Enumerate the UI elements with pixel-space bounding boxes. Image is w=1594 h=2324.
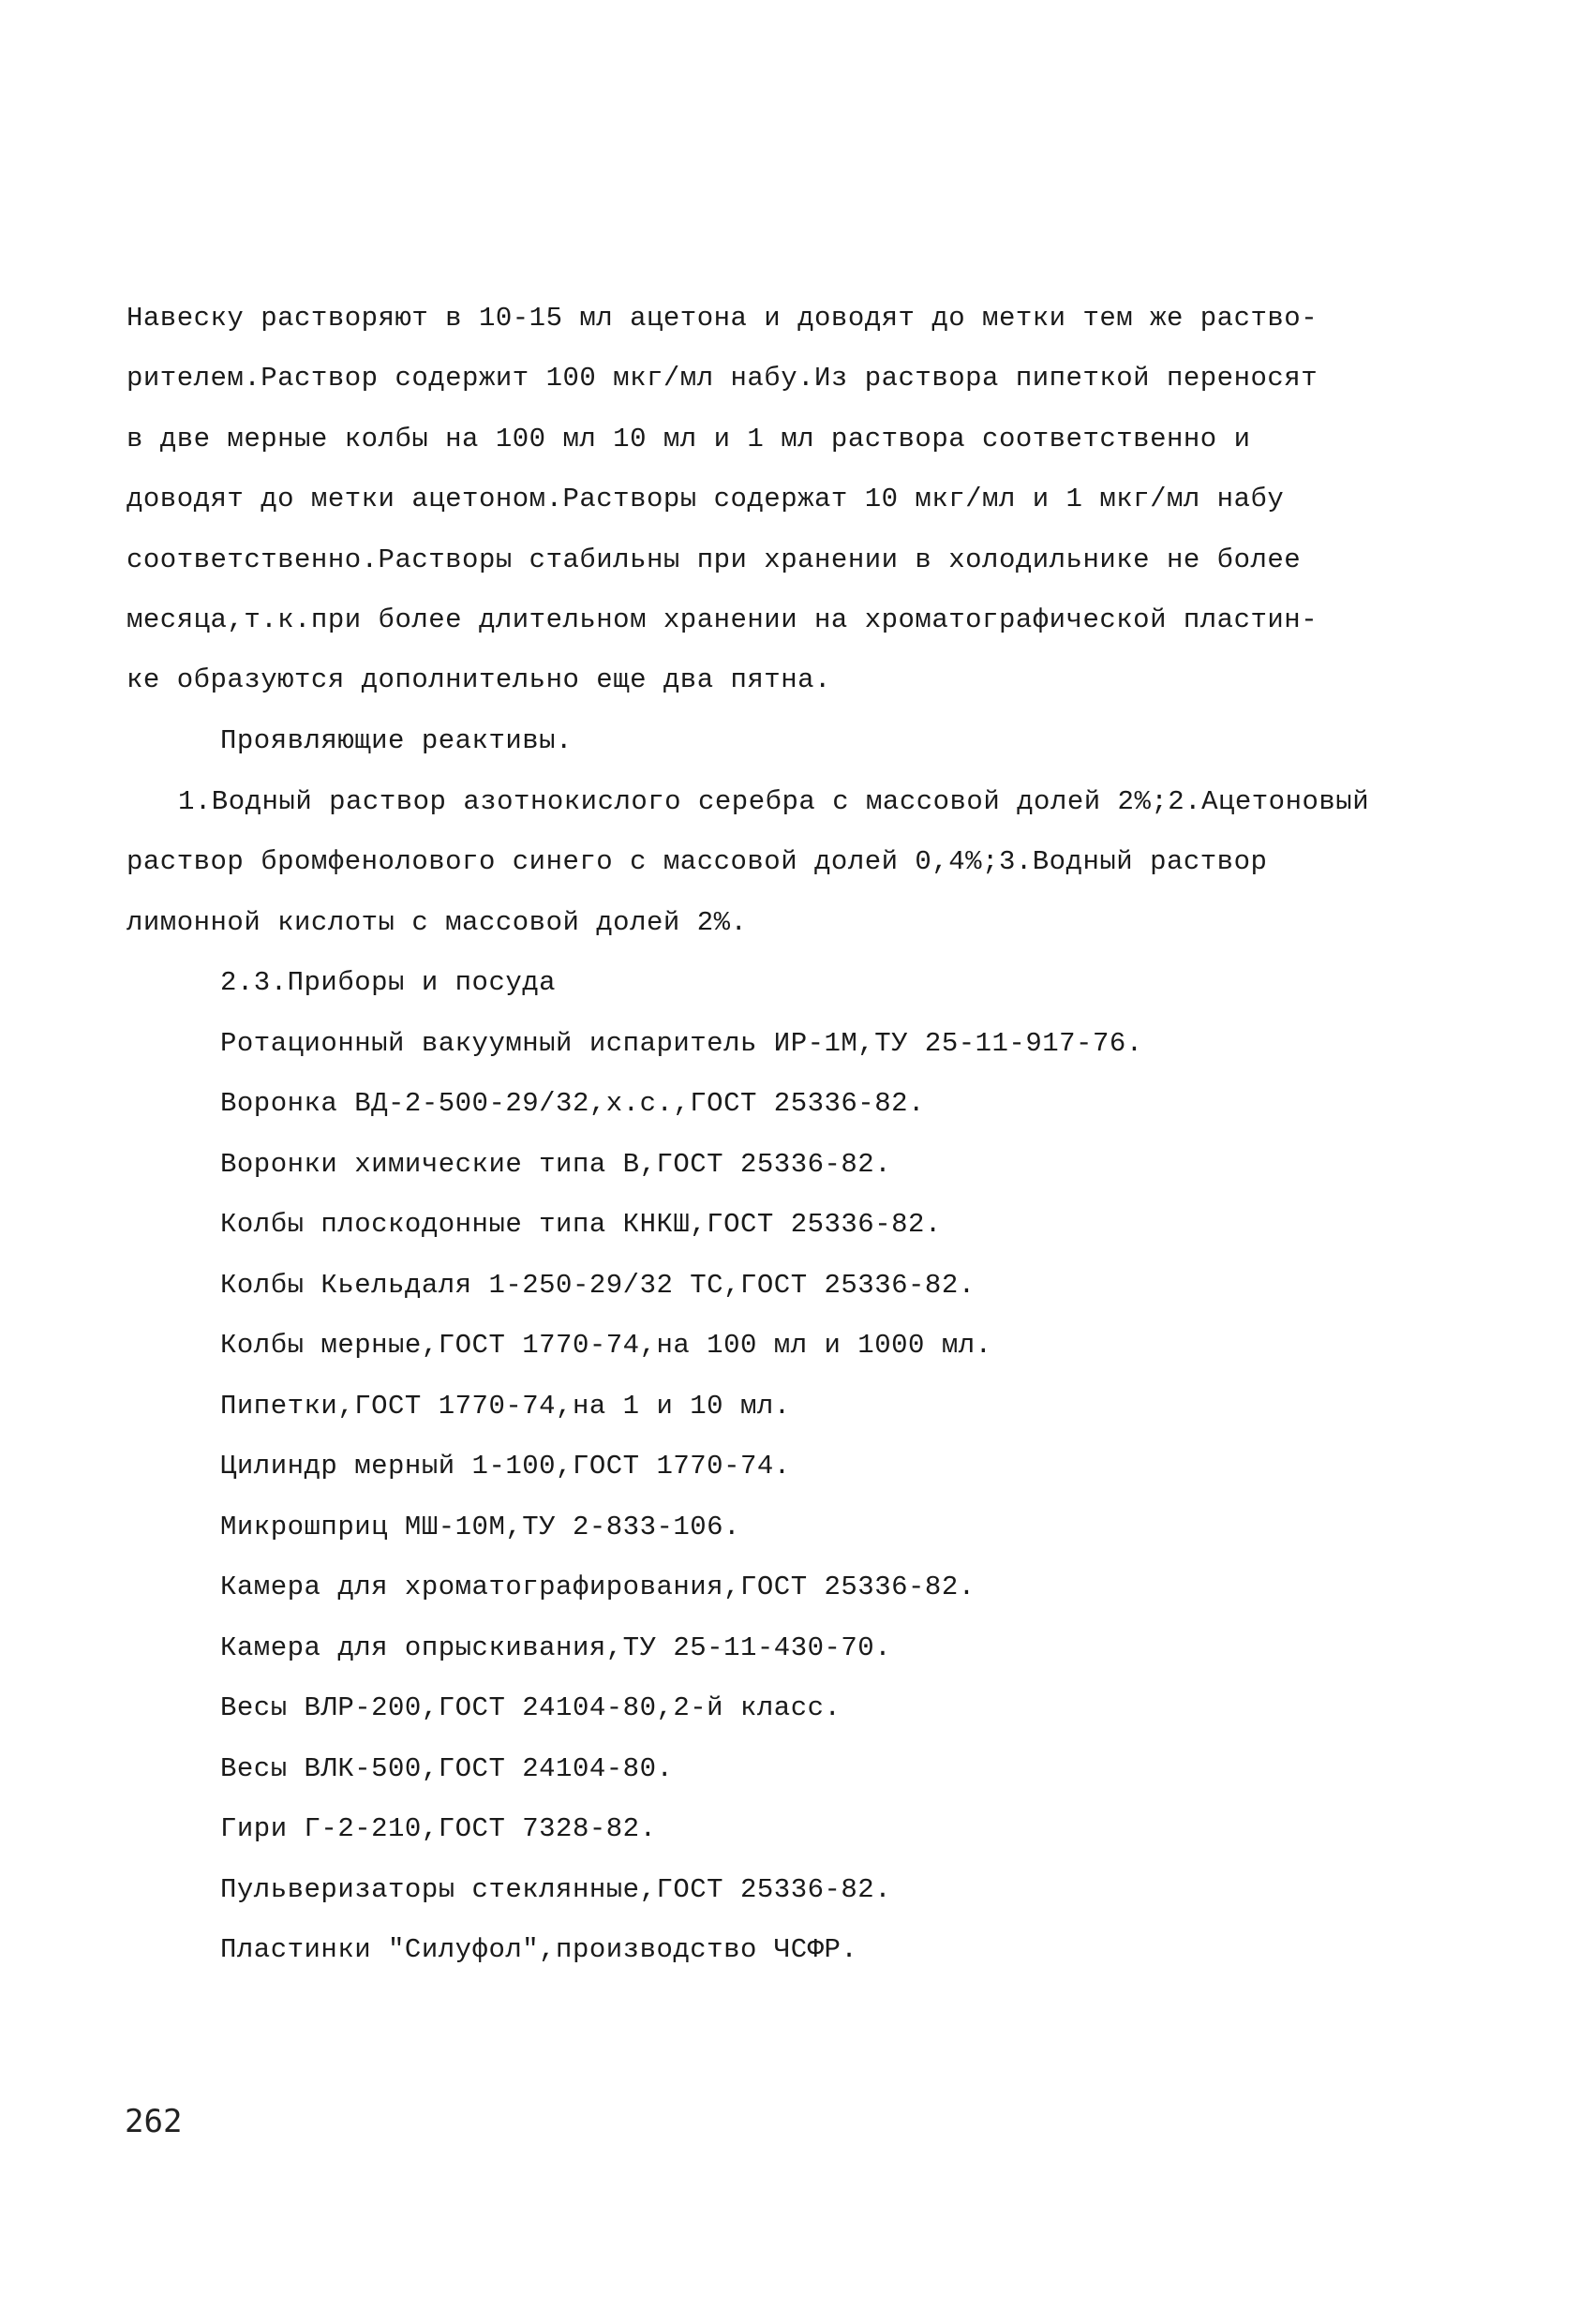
paragraph-line: Навеску растворяют в 10-15 мл ацетона и доводят до метки тем же раство-	[127, 303, 1318, 334]
equipment-item: Весы ВЛР-200,ГОСТ 24104-80,2-й класс.	[220, 1692, 842, 1723]
reagents-line: лимонной кислоты с массовой долей 2%.	[127, 907, 748, 938]
equipment-item: Ротационный вакуумный испаритель ИР-1М,ТУ 25-11-917-76.	[220, 1028, 1143, 1059]
paragraph-line: ке образуются дополнительно еще два пятна.	[127, 664, 831, 695]
reagents-line: раствор бромфенолового синего с массовой долей 0,4%;3.Водный раствор	[127, 846, 1268, 877]
section-heading-reagents: Проявляющие реактивы.	[220, 725, 573, 756]
equipment-item: Камера для хроматографирования,ГОСТ 25336-82.	[220, 1572, 976, 1602]
equipment-item: Микрошприц МШ-10М,ТУ 2-833-106.	[220, 1512, 740, 1542]
paragraph-line: доводят до метки ацетоном.Растворы содержат 10 мкг/мл и 1 мкг/мл набу	[127, 484, 1285, 514]
equipment-item: Колбы мерные,ГОСТ 1770-74,на 100 мл и 1000 мл.	[220, 1330, 992, 1361]
reagents-line: 1.Водный раствор азотнокислого серебра с массовой долей 2%;2.Ацетоновый	[178, 786, 1370, 817]
equipment-item: Воронка ВД-2-500-29/32,х.с.,ГОСТ 25336-82.	[220, 1088, 925, 1119]
equipment-item: Цилиндр мерный 1-100,ГОСТ 1770-74.	[220, 1451, 791, 1482]
equipment-item: Колбы плоскодонные типа КНКШ,ГОСТ 25336-82.	[220, 1209, 942, 1240]
equipment-item: Пластинки "Силуфол",производство ЧСФР.	[220, 1934, 858, 1965]
equipment-item: Гири Г-2-210,ГОСТ 7328-82.	[220, 1813, 657, 1844]
page-number: 262	[125, 2103, 183, 2140]
equipment-item: Пипетки,ГОСТ 1770-74,на 1 и 10 мл.	[220, 1391, 791, 1422]
paragraph-line: соответственно.Растворы стабильны при хранении в холодильнике не более	[127, 544, 1302, 575]
equipment-item: Весы ВЛК-500,ГОСТ 24104-80.	[220, 1753, 674, 1784]
paragraph-line: месяца,т.к.при более длительном хранении на хроматографической пластин-	[127, 604, 1318, 635]
equipment-item: Пульверизаторы стеклянные,ГОСТ 25336-82.	[220, 1874, 892, 1905]
equipment-item: Воронки химические типа В,ГОСТ 25336-82.	[220, 1149, 892, 1180]
equipment-item: Камера для опрыскивания,ТУ 25-11-430-70.	[220, 1632, 892, 1663]
paragraph-line: рителем.Раствор содержит 100 мкг/мл набу.Из раствора пипеткой переносят	[127, 363, 1318, 394]
paragraph-line: в две мерные колбы на 100 мл 10 мл и 1 мл раствора соответственно и	[127, 424, 1251, 454]
equipment-item: Колбы Кьельдаля 1-250-29/32 ТС,ГОСТ 25336-82.	[220, 1270, 976, 1301]
section-heading-equipment: 2.3.Приборы и посуда	[220, 967, 557, 998]
